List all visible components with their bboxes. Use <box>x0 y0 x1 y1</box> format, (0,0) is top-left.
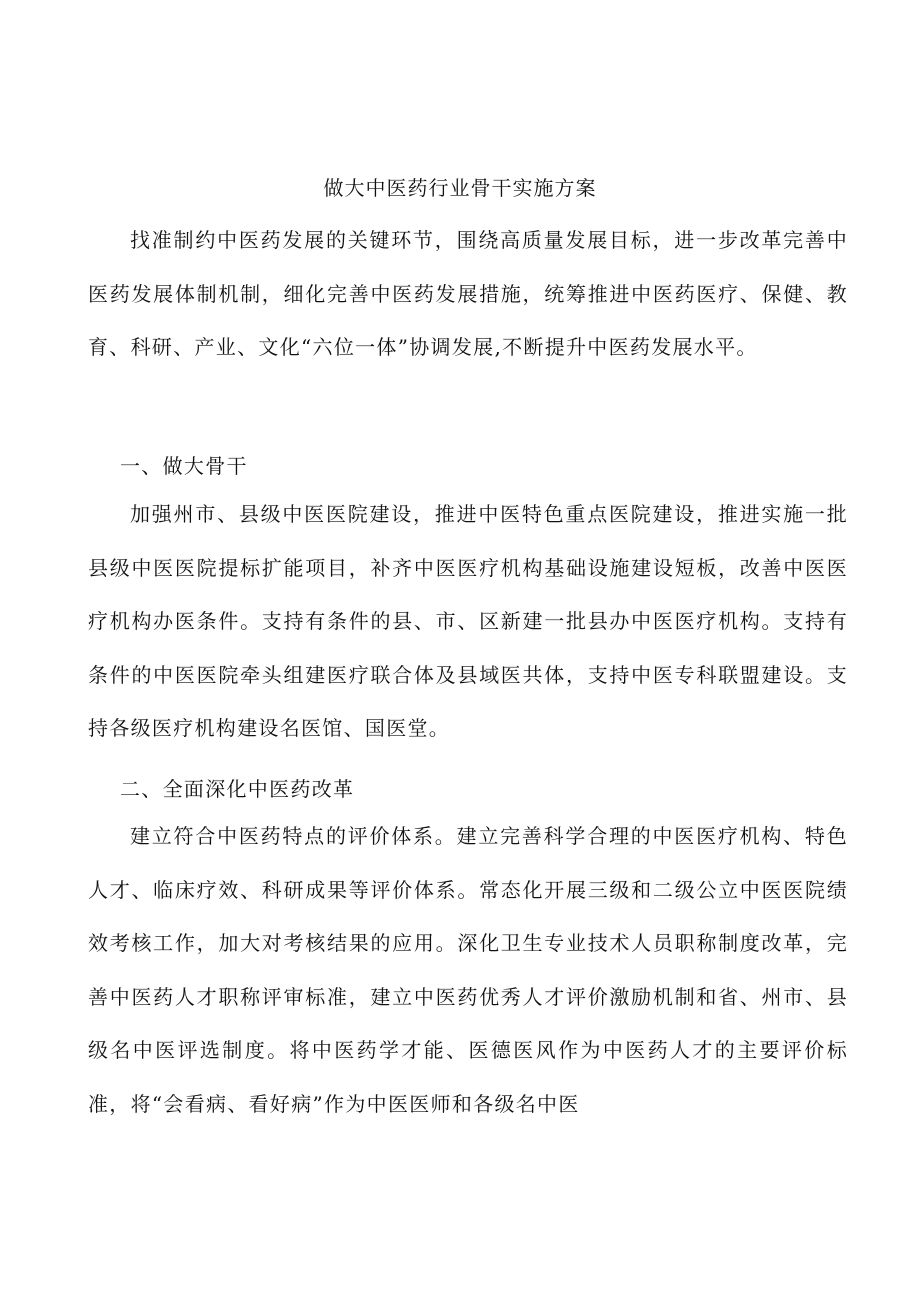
document-title: 做大中医药行业骨干实施方案 <box>323 176 597 200</box>
section-heading-2: 二、全面深化中医药改革 <box>120 777 355 801</box>
section-heading-1: 一、做大骨干 <box>120 454 248 478</box>
section-body-2: 建立符合中医药特点的评价体系。建立完善科学合理的中医医疗机构、特色人才、临床疗效、科研成果等评价体系。常态化开展三级和二级公立中医医院绩效考核工作，加大对考核结果的应用。深化卫生专业技术人员职称制度改革，完善中医药人才职称评审标准，建立中医药优秀人才评价激励机制和省、州市、县级名中医评选制度。将中医药学才能、医德医风作为中医药人才的主要评价标准，将“会看病、看好病”作为中医医师和各级名中医 <box>88 824 848 1116</box>
intro-paragraph: 找准制约中医药发展的关键环节，围绕高质量发展目标，进一步改革完善中医药发展体制机制，细化完善中医药发展措施，统筹推进中医药医疗、保健、教育、科研、产业、文化“六位一体”协调发展,不断提升中医药发展水平。 <box>88 228 848 359</box>
section-body-1: 加强州市、县级中医医院建设，推进中医特色重点医院建设，推进实施一批县级中医医院提标扩能项目，补齐中医医疗机构基础设施建设短板，改善中医医疗机构办医条件。支持有条件的县、市、区新建一批县办中医医疗机构。支持有条件的中医医院牵头组建医疗联合体及县域医共体，支持中医专科联盟建设。支持各级医疗机构建设名医馆、国医堂。 <box>88 502 848 740</box>
